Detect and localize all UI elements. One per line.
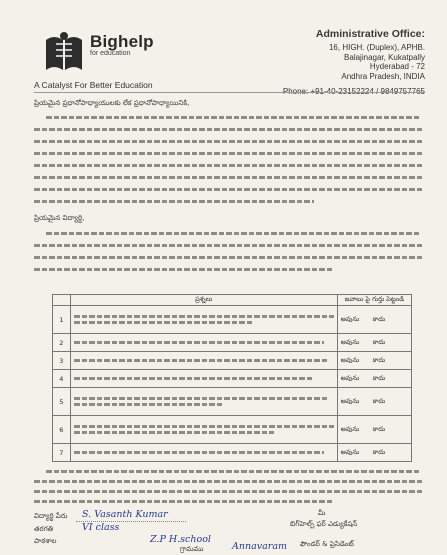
answer-yes[interactable]: అవును <box>340 447 360 456</box>
paragraph-line <box>34 188 422 191</box>
field-label-class: తరగతి <box>34 525 54 533</box>
answer-yes[interactable]: అవును <box>340 396 360 405</box>
village-value[interactable]: Annavaram <box>232 541 288 552</box>
phone-number: Phone: +91-40-23152224 / 9849757765 <box>282 87 425 97</box>
row-number: 7 <box>53 444 71 462</box>
question-cell <box>70 352 337 370</box>
table-row <box>53 388 412 416</box>
table-header-cell <box>53 295 71 306</box>
answer-yes[interactable]: అవును <box>340 337 360 346</box>
question-cell <box>70 370 337 388</box>
table-row <box>53 416 412 444</box>
instruction-line <box>34 268 334 271</box>
answer-yes[interactable]: అవును <box>340 355 360 364</box>
field-label-school: పాఠశాల <box>34 537 57 545</box>
question-cell <box>70 306 337 334</box>
question-cell <box>70 388 337 416</box>
table-row <box>53 334 412 352</box>
paragraph-line <box>34 152 422 155</box>
closing-line <box>46 470 421 473</box>
signature-closing: మీ <box>318 509 326 517</box>
answer-cell[interactable] <box>337 444 411 462</box>
address-line: Andhra Pradesh, INDIA <box>341 71 425 81</box>
answer-no[interactable]: కాదు <box>372 447 386 456</box>
closing-line <box>34 480 422 483</box>
closing-line <box>34 500 334 503</box>
header-divider <box>34 92 425 93</box>
answer-no[interactable]: కాదు <box>372 424 386 433</box>
answer-no[interactable]: కాదు <box>372 373 386 382</box>
office-address <box>283 28 425 96</box>
table-header-answer: జవాబు పై గుర్తు పెట్టండి <box>337 295 411 306</box>
table-row <box>53 370 412 388</box>
row-number: 5 <box>53 388 71 416</box>
answer-no[interactable]: కాదు <box>372 314 386 323</box>
table-row <box>53 444 412 462</box>
paragraph-line <box>34 164 422 167</box>
brand-block <box>90 32 154 57</box>
table-header-questions: ప్రశ్నలు <box>70 295 337 306</box>
brand-tagline: for education <box>90 50 131 57</box>
answer-no[interactable]: కాదు <box>372 396 386 405</box>
answer-yes[interactable]: అవును <box>340 314 360 323</box>
answer-yes[interactable]: అవును <box>340 373 360 382</box>
student-name-value[interactable]: S. Vasanth Kumar <box>82 509 168 520</box>
paragraph-line <box>34 128 422 131</box>
answer-yes[interactable]: అవును <box>340 424 360 433</box>
answer-cell[interactable] <box>337 334 411 352</box>
table-row <box>53 306 412 334</box>
dear-student: ప్రియమైన విద్యార్థి, <box>34 214 85 222</box>
row-number: 4 <box>53 370 71 388</box>
address-line: 16, HIGH. (Duplex), APHB. <box>328 43 425 52</box>
signature-role: ఫౌండర్ & ప్రెసిడెంట్ <box>300 540 354 548</box>
table-row <box>53 352 412 370</box>
answer-cell[interactable] <box>337 352 411 370</box>
instruction-line <box>34 244 422 247</box>
address-line: Hyderabad - 72 <box>369 62 425 72</box>
answer-no[interactable]: కాదు <box>372 337 386 346</box>
school-value[interactable]: Z.P H.school <box>150 534 211 545</box>
class-value[interactable]: VI class <box>82 522 120 533</box>
paragraph-line <box>46 116 421 119</box>
paragraph-line <box>34 176 422 179</box>
instruction-line <box>46 232 421 235</box>
survey-table <box>52 294 412 462</box>
bighelp-logo-icon <box>42 30 86 74</box>
row-number: 3 <box>53 352 71 370</box>
paragraph-line <box>34 200 314 203</box>
address-line: Balajinagar, Kukatpally <box>344 52 425 62</box>
question-cell <box>70 334 337 352</box>
answer-cell[interactable] <box>337 388 411 416</box>
field-label-name: విద్యార్థి పేరు <box>34 512 68 520</box>
row-number: 1 <box>53 306 71 334</box>
answer-cell[interactable] <box>337 306 411 334</box>
answer-no[interactable]: కాదు <box>372 355 386 364</box>
instruction-line <box>34 256 422 259</box>
field-label-village: గ్రామము <box>180 545 204 553</box>
row-number: 2 <box>53 334 71 352</box>
answer-cell[interactable] <box>337 416 411 444</box>
question-cell <box>70 416 337 444</box>
signature-org: బిగ్‌హెల్ప్ ఫర్ ఎడ్యుకేషన్ <box>290 520 358 528</box>
salutation: ప్రియమైన ప్రధానోపాధ్యాయులకు లేక ప్రధానోపాధ్యాయినికి, <box>34 99 190 107</box>
question-cell <box>70 444 337 462</box>
brand-name: Bighelp <box>90 32 154 51</box>
closing-line <box>34 490 422 493</box>
office-title: Administrative Office: <box>315 28 425 40</box>
row-number: 6 <box>53 416 71 444</box>
answer-cell[interactable] <box>337 370 411 388</box>
paragraph-line <box>34 140 422 143</box>
slogan: A Catalyst For Better Education <box>34 80 153 90</box>
